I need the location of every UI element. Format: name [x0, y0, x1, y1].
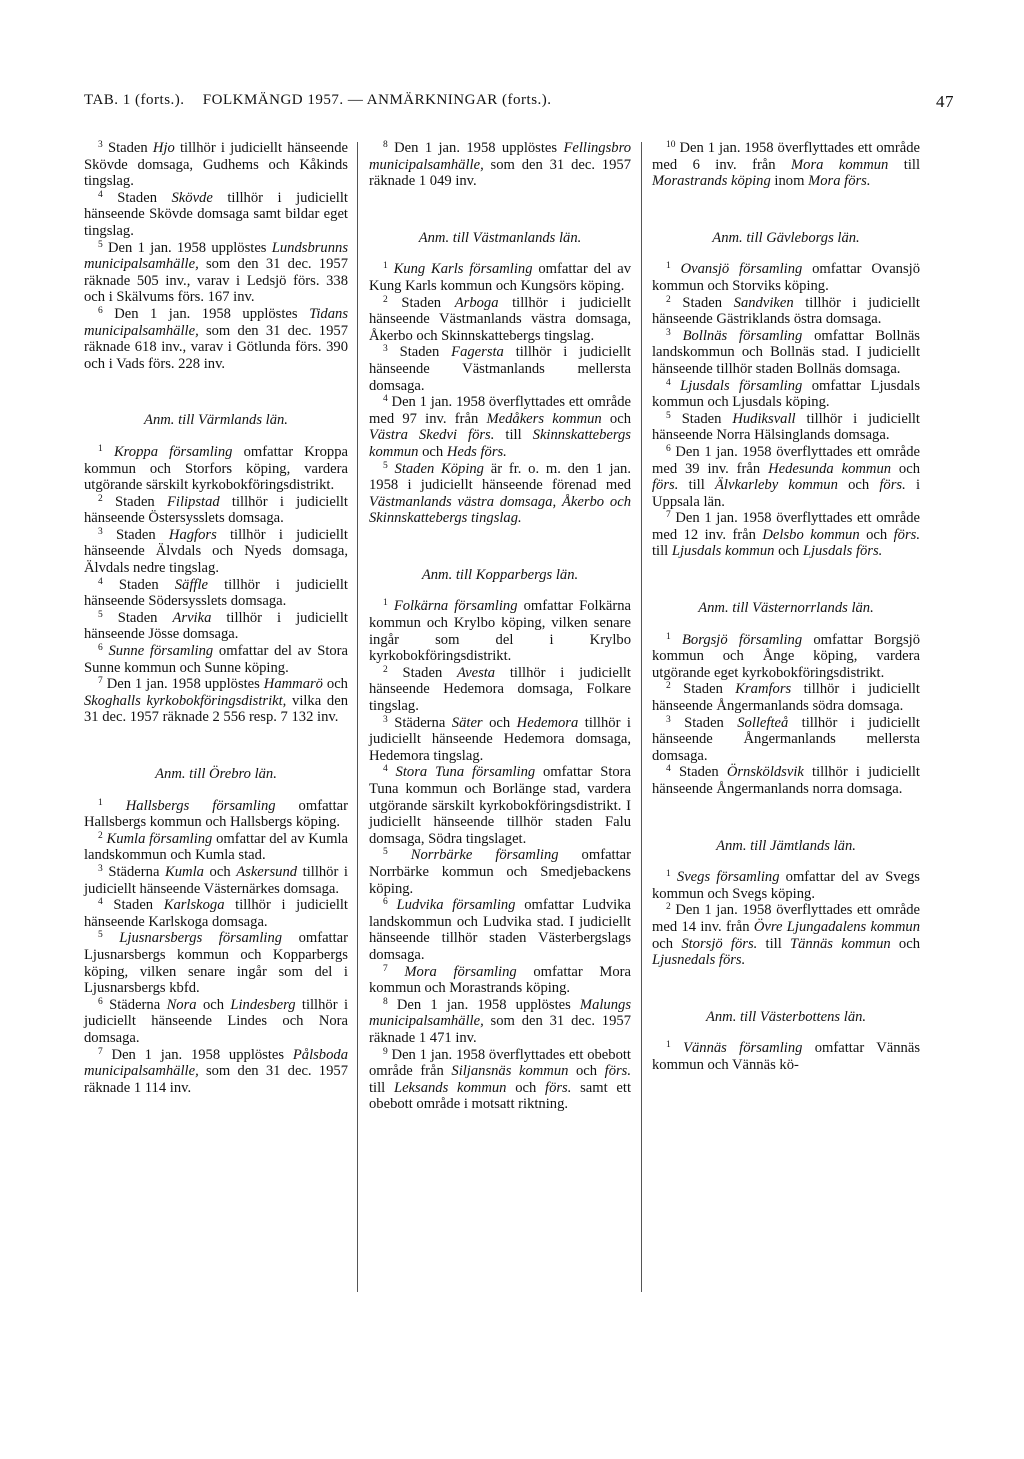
footnote-number: 2: [383, 294, 388, 305]
italic-text: Borgsjö församling: [681, 631, 803, 648]
text-run: Staden: [684, 714, 738, 731]
text-column-1: [84, 140, 348, 1096]
footnote: [369, 715, 631, 765]
page-number: 47: [936, 92, 954, 111]
section-heading: Anm. till Örebro län.: [155, 766, 277, 782]
italic-text: Ljusnarsbergs församling: [119, 930, 283, 947]
footnote-number: 7: [98, 1046, 103, 1057]
text-run: Den 1 jan. 1958 överflyttades ett område med 97 inv. från: [369, 394, 631, 427]
text-run: Staden: [681, 410, 733, 427]
text-run: och: [859, 526, 894, 543]
text-run: omfattar Kroppa kommun och Storfors köping, vardera utgörande särskilt kyrkobokföringsdistrikt.: [84, 443, 348, 494]
text-run: omfattar del av Kung Karls kommun och Kungsörs köping.: [369, 261, 631, 294]
italic-text: Heds förs.: [446, 443, 507, 460]
footnote: [84, 930, 348, 996]
column-divider: [357, 142, 358, 1292]
footnote: [369, 764, 631, 847]
italic-text: Kung Karls församling: [393, 261, 533, 278]
footnote-number: 7: [98, 676, 103, 687]
text-column-3: [652, 140, 920, 1074]
spacer: [652, 190, 920, 230]
spacer: [652, 246, 920, 261]
text-run: omfattar Borgsjö kommun och Ånge köping, vardera utgörande eget kyrkobokföringsdistrikt.: [652, 631, 920, 681]
text-run: och: [482, 714, 517, 731]
italic-text: Kramfors: [735, 681, 792, 698]
page-header: [84, 92, 954, 116]
footnote: [652, 510, 920, 560]
text-run: och: [568, 1063, 605, 1080]
footnote: [84, 577, 348, 610]
footnote-number: 8: [383, 140, 388, 150]
footnote-number: 6: [98, 996, 103, 1007]
footnote-number: 1: [383, 261, 388, 272]
italic-text: Övre Ljungadalens kommun: [753, 918, 920, 935]
italic-text: Säffle: [174, 576, 208, 593]
text-run: tillhör i judiciellt hänseende Västmanlands mellersta domsaga.: [369, 344, 631, 394]
text-run: och: [418, 443, 447, 460]
italic-text: Hallsbergs församling: [125, 797, 276, 814]
footnote-number: 3: [666, 327, 671, 338]
text-run: och: [601, 410, 631, 427]
footnote: [369, 140, 631, 190]
text-run: Den 1 jan. 1958 överflyttades ett område med 12 inv. från: [652, 510, 920, 543]
footnote: [652, 328, 920, 378]
text-run: omfattar Norrbärke kommun och Smedjebackens köping.: [369, 847, 631, 897]
footnote-number: 3: [98, 526, 103, 537]
footnote-number: 2: [666, 294, 671, 305]
italic-text: Ljusdals kommun: [671, 543, 775, 560]
italic-text: Storsjö förs.: [681, 935, 758, 952]
text-run: tillhör i judiciellt hänseende Västernärkes domsaga.: [84, 863, 348, 897]
italic-text: Mora förs.: [808, 173, 871, 190]
spacer: [652, 854, 920, 869]
footnote: [84, 140, 348, 190]
text-run: tillhör i judiciellt hänseende Östersysslets domsaga.: [84, 493, 348, 527]
italic-text: Karlskoga: [163, 897, 225, 914]
text-run: till: [888, 156, 920, 173]
footnote: [84, 897, 348, 930]
italic-text: Lundsbrunns municipalsamhälle,: [84, 239, 348, 273]
text-run: tillhör i judiciellt hänseende Hedemora domsaga, Hedemora tingslag.: [369, 714, 631, 764]
text-run: Den 1 jan. 1958 upplöstes: [106, 676, 264, 693]
footnote-number: 6: [98, 643, 103, 654]
italic-text: Kroppa församling: [113, 443, 233, 460]
footnote: [84, 527, 348, 577]
section-heading: Anm. till Kopparbergs län.: [421, 566, 579, 583]
text-run: Städerna: [108, 863, 166, 880]
italic-text: Nora: [166, 996, 197, 1013]
italic-text: Hedemora: [516, 714, 579, 731]
text-run: tillhör i judiciellt hänseende Hedemora domsaga, Folkare tingslag.: [369, 664, 631, 715]
italic-text: Siljansnäs kommun: [451, 1063, 569, 1080]
footnote-number: 1: [666, 869, 671, 880]
text-run: Staden: [115, 493, 167, 510]
footnote: [84, 798, 348, 831]
footnote-number: 9: [383, 1046, 388, 1057]
footnote: [652, 411, 920, 444]
footnote: [369, 394, 631, 460]
footnote: [652, 632, 920, 682]
text-run: samt ett obebott område i motsatt riktning.: [369, 1079, 631, 1113]
footnote: [84, 831, 348, 864]
footnote: [84, 444, 348, 494]
text-run: omfattar del av Stora Sunne kommun och Sunne köping.: [84, 643, 349, 676]
text-run: tillhör i judiciellt hänseende Södersysslets domsaga.: [84, 576, 348, 610]
italic-text: Västmanlands västra domsaga, Åkerbo och Skinnskattebergs tingslag.: [369, 493, 631, 527]
text-run: omfattar Ljusnarsbergs kommun och Kopparbergs köping, vilken senare ingår som del i Ljusnarsbergs kbfd.: [84, 930, 348, 997]
footnote-number: 1: [98, 797, 103, 808]
footnote: [369, 847, 631, 897]
footnote-number: 3: [383, 344, 388, 355]
footnote-number: 5: [98, 609, 103, 620]
text-run: Den 1 jan. 1958 upplöstes: [114, 305, 310, 322]
spacer: [652, 798, 920, 838]
text-run: Den 1 jan. 1958 upplöstes: [394, 140, 564, 156]
italic-text: Hjo: [152, 140, 175, 156]
text-run: Staden: [115, 526, 169, 543]
header-title-line: [84, 92, 552, 109]
text-run: vilka den 31 dec. 1957 räknade 2 556 resp. 7 132 inv.: [84, 692, 348, 726]
footnote: [652, 140, 920, 190]
spacer: [369, 527, 631, 567]
footnote-number: 2: [98, 830, 103, 841]
text-run: Staden: [117, 609, 173, 626]
text-run: och: [322, 676, 348, 693]
footnote-number: 5: [98, 930, 103, 941]
text-run: omfattar Ludvika landskommun och Ludvika stad. I judiciellt hänseende tillhör staden Västerbergslags domsaga.: [369, 897, 631, 963]
italic-text: förs.: [893, 526, 920, 543]
footnote-number: 4: [383, 764, 388, 775]
text-run: som den 31 dec. 1957 räknade 1 471 inv.: [369, 1013, 631, 1046]
text-run: omfattar del av Svegs kommun och Svegs köping.: [652, 869, 920, 902]
footnote: [84, 864, 348, 897]
footnote: [369, 344, 631, 394]
italic-text: Sandviken: [733, 294, 794, 311]
text-run: till: [678, 477, 715, 494]
footnote: [652, 902, 920, 968]
italic-text: Fellingsbro municipalsamhälle,: [369, 140, 631, 173]
italic-text: Älvkarleby kommun: [715, 477, 838, 494]
italic-text: Vännäs församling: [683, 1040, 803, 1057]
italic-text: Säter: [451, 714, 483, 731]
text-run: till: [369, 1079, 394, 1096]
spacer: [652, 1025, 920, 1040]
text-run: omfattar Ovansjö kommun och Storviks köping.: [652, 261, 921, 294]
text-run: och: [774, 543, 803, 560]
footnote-number: 4: [666, 764, 671, 775]
text-run: Staden: [113, 897, 164, 914]
text-run: Den 1 jan. 1958 överflyttades ett område med 6 inv. från: [652, 140, 920, 173]
section-heading: Anm. till Jämtlands län.: [716, 837, 856, 854]
italic-text: Filipstad: [166, 493, 220, 510]
text-run: Staden: [401, 294, 455, 311]
italic-text: förs.: [652, 477, 679, 494]
text-run: tillhör i judiciellt hänseende Älvdals och Nyeds domsaga, Älvdals nedre tingslag.: [84, 526, 348, 577]
section-heading: Anm. till Västerbottens län.: [705, 1008, 867, 1025]
running-title: FOLKMÄNGD 1957. — ANMÄRKNINGAR (forts.).: [202, 92, 552, 108]
footnote-number: 5: [98, 239, 103, 250]
italic-text: Staden Köping: [394, 460, 484, 477]
spacer: [84, 783, 348, 798]
italic-text: Västra Skedvi förs.: [369, 427, 495, 444]
section-heading: Anm. till Västernorrlands län.: [698, 600, 874, 617]
footnote: [84, 643, 348, 676]
footnote: [84, 676, 348, 726]
italic-text: Skövde: [171, 189, 213, 206]
text-run: är fr. o. m. den 1 jan. 1958 i judiciellt hänseende förenad med: [369, 460, 631, 494]
text-run: och: [652, 935, 682, 952]
italic-text: Askersund: [236, 863, 298, 880]
footnote: [652, 869, 920, 902]
text-run: Den 1 jan. 1958 överflyttades ett obebott område från: [369, 1046, 631, 1080]
italic-text: Sollefteå: [737, 714, 789, 731]
italic-text: Tidans municipalsamhälle,: [84, 305, 348, 339]
text-run: Den 1 jan. 1958 upplöstes: [396, 996, 580, 1013]
text-run: och: [891, 460, 920, 477]
text-run: omfattar del av Kumla landskommun och Kumla stad.: [84, 830, 348, 864]
text-run: omfattar Stora Tuna kommun och Borlänge stad, vardera utgörande särskilt kyrkobokföringsdistrikt. I judiciellt hänseende tillhör staden Falu domsaga, Södra tingslaget.: [369, 764, 632, 847]
text-run: Staden: [402, 664, 457, 681]
column-divider: [641, 142, 642, 1292]
footnote: [369, 964, 631, 997]
text-run: Staden: [678, 764, 727, 781]
footnote: [369, 897, 631, 963]
text-run: som den 31 dec. 1957 räknade 618 inv., varav i Götlunda förs. 390 och i Vads förs. 228 inv.: [84, 322, 348, 372]
text-run: omfattar Hallsbergs kommun och Hallsbergs köping.: [84, 797, 348, 831]
footnote: [369, 461, 631, 527]
footnote: [84, 610, 348, 643]
footnote: [652, 1040, 920, 1073]
italic-text: Skinnskattebergs kommun: [369, 427, 631, 460]
text-run: tillhör i judiciellt hänseende Gästriklands östra domsaga.: [652, 294, 920, 328]
italic-text: Örnsköldsvik: [726, 764, 804, 781]
italic-text: Pålsboda municipalsamhälle,: [84, 1046, 348, 1080]
footnote: [369, 665, 631, 715]
footnote-number: 2: [383, 664, 388, 675]
text-run: omfattar Mora kommun och Morastrands köping.: [369, 963, 632, 997]
section-heading: Anm. till Värmlands län.: [144, 412, 288, 429]
text-run: tillhör i judiciellt hänseende Skövde domsaga, Gudhems och Kåkinds tingslag.: [84, 140, 348, 190]
text-run: som den 31 dec. 1957 räknade 1 049 inv.: [369, 156, 631, 190]
footnote-number: 6: [98, 305, 103, 316]
spacer: [84, 429, 348, 444]
text-run: och: [203, 863, 237, 880]
text-run: omfattar Ljusdals kommun och Ljusdals köping.: [652, 377, 920, 411]
italic-text: Stora Tuna församling: [395, 764, 536, 781]
italic-text: Kumla: [165, 863, 204, 880]
footnote: [652, 764, 920, 797]
text-run: Staden: [107, 140, 153, 156]
footnote-number: 2: [98, 493, 103, 504]
italic-text: Arvika: [172, 609, 212, 626]
footnote: [369, 261, 631, 294]
text-run: till: [494, 427, 533, 444]
footnote: [84, 1047, 348, 1097]
footnote: [652, 378, 920, 411]
footnote-number: 4: [98, 897, 103, 908]
italic-text: Norrbärke församling: [410, 847, 559, 864]
text-run: tillhör i judiciellt hänseende Ångermanlands södra domsaga.: [652, 681, 920, 715]
text-run: Den 1 jan. 1958 överflyttades ett område med 14 inv. från: [652, 902, 920, 935]
italic-text: Ljusdals förs.: [802, 543, 883, 560]
italic-text: förs.: [879, 477, 906, 494]
text-run: Städerna: [394, 714, 452, 731]
footnote-number: 3: [383, 714, 388, 725]
footnote-number: 3: [98, 140, 103, 150]
text-run: i Uppsala län.: [652, 477, 920, 510]
text-run: tillhör i judiciellt hänseende Lindes och Nora domsaga.: [84, 996, 348, 1046]
footnote-number: 1: [666, 631, 671, 642]
spacer: [652, 969, 920, 1009]
footnote-number: 7: [383, 963, 388, 974]
footnote: [84, 190, 348, 240]
footnote-number: 2: [666, 902, 671, 913]
text-run: omfattar Bollnäs landskommun och Bollnäs stad. I judiciellt hänseende tillhör staden Bollnäs domsaga.: [652, 327, 920, 377]
italic-text: Hammarö: [263, 676, 323, 693]
text-run: Staden: [118, 576, 175, 593]
footnote: [652, 444, 920, 510]
italic-text: Ljusnedals förs.: [652, 952, 746, 969]
footnote-number: 6: [666, 443, 671, 454]
text-run: inom: [770, 173, 809, 190]
italic-text: Avesta: [457, 664, 496, 681]
section-heading: Anm. till Gävleborgs län.: [712, 229, 860, 246]
footnote-number: 5: [383, 847, 388, 858]
italic-text: Ludvika församling: [396, 897, 516, 914]
footnote: [84, 494, 348, 527]
text-run: tillhör i judiciellt hänseende Jösse domsaga.: [84, 609, 348, 643]
text-run: och: [890, 935, 920, 952]
footnote-number: 4: [383, 394, 388, 405]
footnote-number: 4: [666, 377, 671, 388]
spacer: [84, 726, 348, 766]
text-run: tillhör i judiciellt hänseende Karlskoga domsaga.: [84, 897, 348, 930]
italic-text: Skoghalls kyrkobokföringsdistrikt,: [84, 692, 287, 709]
text-run: Staden: [117, 189, 172, 206]
footnote: [84, 306, 348, 372]
footnote-number: 4: [98, 189, 103, 200]
italic-text: förs.: [545, 1079, 572, 1096]
italic-text: Fagersta: [451, 344, 504, 361]
italic-text: Mora församling: [404, 963, 517, 980]
text-run: tillhör i judiciellt hänseende Norra Hälsinglands domsaga.: [652, 410, 920, 444]
footnote-number: 1: [383, 598, 388, 609]
footnote: [84, 240, 348, 306]
footnote: [369, 1047, 631, 1113]
italic-text: Ljusdals församling: [680, 377, 803, 394]
spacer: [369, 190, 631, 230]
italic-text: Leksands kommun: [393, 1079, 507, 1096]
text-run: som den 31 dec. 1957 räknade 505 inv., varav i Ledsjö förs. 338 och i Skälvums förs. 167 inv.: [84, 256, 348, 306]
footnote-number: 1: [666, 1040, 671, 1051]
italic-text: Hudiksvall: [732, 410, 796, 427]
spacer: [369, 583, 631, 598]
footnote: [652, 715, 920, 765]
text-run: till: [652, 543, 672, 560]
footnote-number: 3: [666, 714, 671, 725]
text-run: och: [196, 996, 231, 1013]
italic-text: Tännäs kommun: [790, 935, 891, 952]
text-run: Staden: [683, 681, 736, 698]
italic-text: Hagfors: [168, 526, 217, 543]
italic-text: Kumla församling: [106, 830, 213, 847]
italic-text: Folkärna församling: [393, 598, 518, 615]
text-run: Staden: [399, 344, 452, 361]
text-run: tillhör i judiciellt hänseende Ångermanlands mellersta domsaga.: [652, 714, 920, 764]
footnote-number: 3: [98, 863, 103, 874]
spacer: [84, 372, 348, 412]
footnote: [652, 681, 920, 714]
footnote: [652, 261, 920, 294]
text-run: omfattar Folkärna kommun och Krylbo köping, vilken senare ingår som del i Krylbo kyrkobokföringsdistrikt.: [369, 598, 631, 665]
footnote-number: 4: [98, 576, 103, 587]
text-run: Städerna: [109, 996, 167, 1013]
text-run: och: [506, 1079, 546, 1096]
text-run: Staden: [682, 294, 734, 311]
text-run: tillhör i judiciellt hänseende Ångermanlands norra domsaga.: [652, 764, 920, 797]
footnote-number: 5: [383, 460, 388, 471]
italic-text: Hedesunda kommun: [768, 460, 892, 477]
footnote-number: 6: [383, 897, 388, 908]
footnote: [369, 295, 631, 345]
section-heading: Anm. till Västmanlands län.: [418, 229, 582, 246]
italic-text: Morastrands köping: [652, 173, 771, 190]
italic-text: Malungs municipalsamhälle,: [369, 996, 631, 1030]
italic-text: Bollnäs församling: [682, 327, 803, 344]
text-run: och: [837, 477, 880, 494]
footnote-number: 10: [666, 140, 676, 150]
table-reference: TAB. 1 (forts.).: [84, 92, 185, 108]
footnote-number: 8: [383, 996, 388, 1007]
italic-text: förs.: [604, 1063, 631, 1080]
italic-text: Medåkers kommun: [486, 410, 602, 427]
text-run: som den 31 dec. 1957 räknade 1 114 inv.: [84, 1063, 348, 1096]
text-run: omfattar Vännäs kommun och Vännäs kö-: [652, 1040, 921, 1073]
text-run: tillhör i judiciellt hänseende Skövde domsaga samt bildar eget tingslag.: [84, 189, 348, 239]
italic-text: Lindesberg: [230, 996, 296, 1013]
footnote-number: 2: [666, 681, 671, 692]
footnote-number: 1: [98, 443, 103, 454]
text-run: tillhör i judiciellt hänseende Västmanlands västra domsaga, Åkerbo och Skinnskattebergs tingslag.: [369, 294, 631, 344]
spacer: [652, 560, 920, 600]
footnote-number: 5: [666, 410, 671, 421]
italic-text: Delsbo kommun: [762, 526, 860, 543]
text-column-2: [369, 140, 631, 1113]
italic-text: Arboga: [454, 294, 499, 311]
footnote-number: 7: [666, 510, 671, 521]
footnote: [369, 598, 631, 664]
italic-text: Sunne församling: [108, 643, 214, 660]
italic-text: Ovansjö församling: [680, 261, 803, 278]
footnote-number: 1: [666, 261, 671, 272]
text-run: Den 1 jan. 1958 upplöstes: [108, 239, 272, 256]
text-run: till: [757, 935, 790, 952]
footnote: [84, 997, 348, 1047]
footnote: [369, 997, 631, 1047]
spacer: [369, 246, 631, 261]
footnote: [652, 295, 920, 328]
italic-text: Mora kommun: [791, 156, 889, 173]
text-run: Den 1 jan. 1958 överflyttades ett område med 39 inv. från: [652, 443, 920, 477]
text-run: Den 1 jan. 1958 upplöstes: [111, 1046, 293, 1063]
spacer: [652, 617, 920, 632]
italic-text: Svegs församling: [676, 869, 780, 886]
